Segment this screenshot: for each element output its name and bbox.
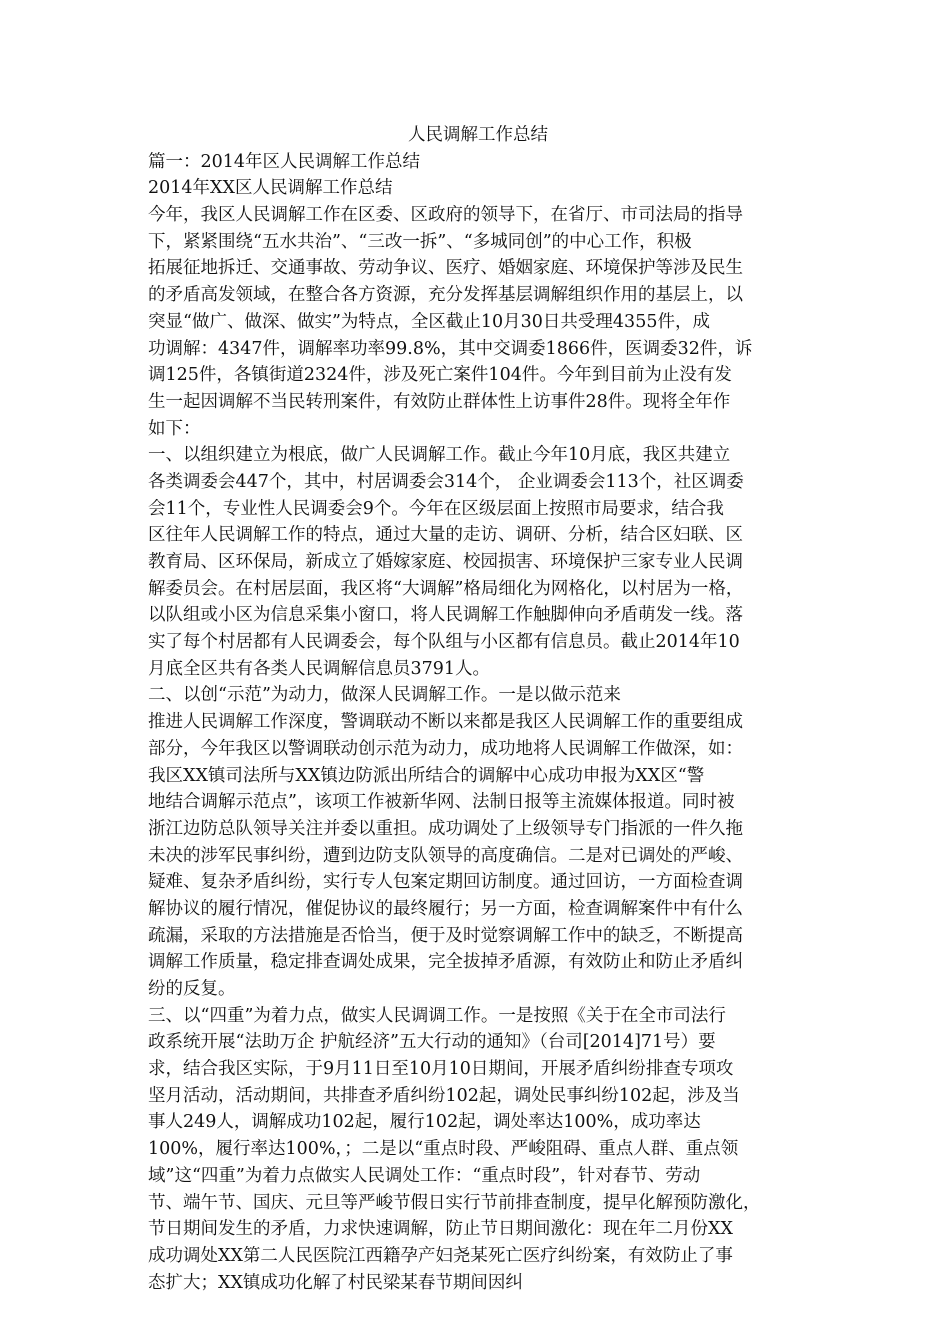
document-line: 如下：: [148, 418, 201, 439]
document-line: 节、端午节、国庆、元旦等严峻节假日实行节前排查制度，提早化解预防激化，: [148, 1192, 761, 1213]
document-line: 纷的反复。: [148, 979, 236, 999]
document-line: 地结合调解示范点”，该项工作被新华网、法制日报等主流媒体报道。同时被: [148, 792, 735, 813]
document-line: 解委员会。在村居层面，我区将“大调解”格局细化为网格化，以村居为一格，: [148, 578, 744, 599]
document-line: 未决的涉军民事纠纷，遭到边防支队领导的高度确信。二是对已调处的严峻、: [148, 845, 743, 866]
document-line: 域”这“四重”为着力点做实人民调处工作：“重点时段”，针对春节、劳动: [148, 1165, 701, 1186]
document-line: 节日期间发生的矛盾，力求快速调解，防止节日期间激化：现在年二月份XX: [148, 1219, 733, 1240]
document-line: 调125件，各镇街道2324件，涉及死亡案件104件。今年到目前为止没有发: [148, 365, 732, 386]
document-line: 解协议的履行情况，催促协议的最终履行；另一方面，检查调解案件中有什么: [148, 898, 743, 919]
document-line: 拓展征地拆迁、交通事故、劳动争议、医疗、婚姻家庭、环境保护等涉及民生: [148, 258, 743, 279]
document-title: 人民调解工作总结: [408, 125, 548, 145]
document-line: 以队组或小区为信息采集小窗口，将人民调解工作触脚伸向矛盾萌发一线。落: [148, 605, 743, 626]
document-line: 今年，我区人民调解工作在区委、区政府的领导下，在省厅、市司法局的指导: [148, 205, 743, 226]
document-line: 区往年人民调解工作的特点，通过大量的走访、调研、分析，结合区妇联、区: [148, 525, 743, 546]
document-line: 我区XX镇司法所与XX镇边防派出所结合的调解中心成功申报为XX区“警: [148, 765, 705, 786]
document-line: 事人249人，调解成功102起，履行102起，调处率达100%，成功率达: [148, 1112, 701, 1133]
document-line: 的矛盾高发领域，在整合各方资源，充分发挥基层调解组织作用的基层上，以: [148, 285, 743, 306]
document-body: [148, 122, 816, 1296]
document-line: 成功调处XX第二人民医院江西籍孕产妇尧某死亡医疗纠纷案，有效防止了事: [148, 1245, 733, 1266]
document-line: 疏漏，采取的方法措施是否恰当，便于及时觉察调解工作中的缺乏，不断提高: [148, 925, 743, 946]
document-line: 浙江边防总队领导关注并委以重担。成功调处了上级领导专门指派的一件久拖: [148, 818, 743, 839]
document-line: 100%，履行率达100%，；二是以“重点时段、严峻阻碍、重点人群、重点领: [148, 1139, 739, 1160]
document-line: 坚月活动，活动期间，共排查矛盾纠纷102起，调处民事纠纷102起，涉及当: [148, 1085, 740, 1106]
document-line: 2014年XX区人民调解工作总结: [148, 178, 393, 199]
document-line: 调解工作质量，稳定排查调处成果，完全拔掉矛盾源，有效防止和防止矛盾纠: [148, 952, 743, 973]
document-line: 实了每个村居都有人民调委会，每个队组与小区都有信息员。截止2014年10: [148, 632, 740, 653]
document-line: 疑难、复杂矛盾纠纷，实行专人包案定期回访制度。通过回访，一方面检查调: [148, 872, 743, 893]
document-line: 求，结合我区实际，于9月11日至10月10日期间，开展矛盾纠纷排查专项攻: [148, 1059, 734, 1080]
document-line: 二、以创“示范”为动力，做深人民调解工作。一是以做示范来: [148, 685, 621, 706]
document-line: 推进人民调解工作深度，警调联动不断以来都是我区人民调解工作的重要组成: [148, 712, 743, 733]
document-line: 态扩大；XX镇成功化解了村民梁某春节期间因纠: [148, 1272, 523, 1293]
document-line: 教育局、区环保局，新成立了婚嫁家庭、校园损害、环境保护三家专业人民调: [148, 552, 743, 572]
document-line: 一、以组织建立为根底，做广人民调解工作。截止今年10月底，我区共建立: [148, 445, 731, 466]
document-line: 政系统开展“法助万企 护航经济”五大行动的通知》（台司[2014]71号）要: [148, 1032, 716, 1053]
document-line: 各类调委会447个，其中，村居调委会314个， 企业调委会113个，社区调委: [148, 471, 744, 492]
document-line: 突显“做广、做深、做实”为特点，全区截止10月30日共受理4355件，成: [148, 311, 710, 332]
document-line: 三、以“四重”为着力点，做实人民调调工作。一是按照《关于在全市司法行: [148, 1005, 726, 1026]
document-line: 会11个，专业性人民调委会9个。今年在区级层面上按照市局要求，结合我: [148, 498, 724, 519]
document-line: 下，紧紧围绕“五水共治”、“三改一拆”、“多城同创”的中心工作，积极: [148, 231, 692, 252]
document-line: 部分，今年我区以警调联动创示范为动力，成功地将人民调解工作做深，如：: [148, 738, 743, 759]
document-line: 生一起因调解不当民转刑案件，有效防止群体性上访事件28件。现将全年作: [148, 391, 731, 412]
document-line: 功调解：4347件，调解率功率99.8%，其中交调委1866件，医调委32件，诉: [148, 338, 753, 359]
document-line: 月底全区共有各类人民调解信息员3791人。: [148, 658, 491, 679]
document-line: 篇一：2014年区人民调解工作总结: [148, 151, 421, 172]
